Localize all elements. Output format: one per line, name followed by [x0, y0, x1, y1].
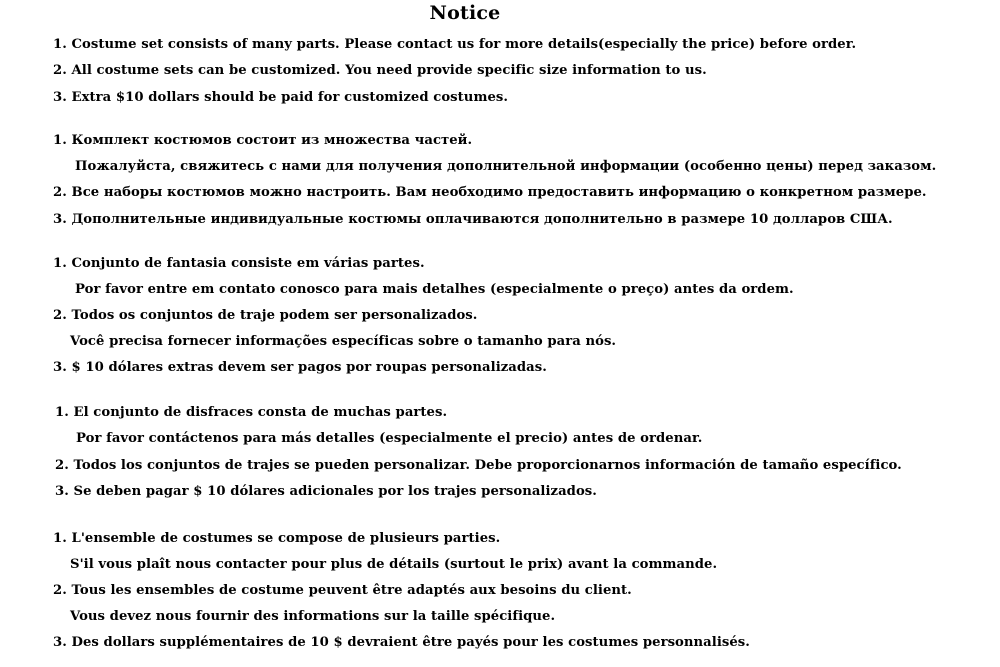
notice-line-ru-1-cont: Пожалуйста, свяжитесь с нами для получения дополнительной информации (особенно цены) перед заказом. — [75, 159, 937, 174]
notice-line-ru-3: 3. Дополнительные индивидуальные костюмы оплачиваются дополнительно в размере 10 долларов США. — [53, 212, 893, 227]
notice-line-es-1-cont: Por favor contáctenos para más detalles (especialmente el precio) antes de ordenar. — [76, 431, 703, 446]
notice-line-fr-1-cont: S'il vous plaît nous contacter pour plus de détails (surtout le prix) avant la commande. — [70, 557, 718, 572]
notice-line-fr-3: 3. Des dollars supplémentaires de 10 $ devraient être payés pour les costumes personnalisés. — [53, 635, 750, 650]
notice-line-pt-2: 2. Todos os conjuntos de traje podem ser personalizados. — [53, 308, 478, 323]
notice-line-ru-1: 1. Комплект костюмов состоит из множества частей. — [53, 133, 473, 148]
notice-title: Notice — [429, 2, 501, 24]
notice-line-es-2: 2. Todos los conjuntos de trajes se pueden personalizar. Debe proporcionarnos información de tamaño específico. — [55, 458, 902, 473]
notice-line-en-1: 1. Costume set consists of many parts. Please contact us for more details(especially the price) before order. — [53, 37, 857, 52]
notice-line-en-3: 3. Extra $10 dollars should be paid for customized costumes. — [53, 90, 508, 105]
notice-line-pt-2-cont: Você precisa fornecer informações específicas sobre o tamanho para nós. — [70, 334, 617, 349]
notice-line-ru-2: 2. Все наборы костюмов можно настроить. Вам необходимо предоставить информацию о конкретном размере. — [53, 185, 927, 200]
notice-line-pt-1: 1. Conjunto de fantasia consiste em várias partes. — [53, 256, 425, 271]
notice-line-pt-3: 3. $ 10 dólares extras devem ser pagos por roupas personalizadas. — [53, 360, 547, 375]
notice-line-fr-2: 2. Tous les ensembles de costume peuvent être adaptés aux besoins du client. — [53, 583, 632, 598]
notice-line-en-2: 2. All costume sets can be customized. You need provide specific size information to us. — [53, 63, 707, 78]
notice-line-es-3: 3. Se deben pagar $ 10 dólares adicionales por los trajes personalizados. — [55, 484, 597, 499]
notice-line-fr-1: 1. L'ensemble de costumes se compose de plusieurs parties. — [53, 531, 501, 546]
notice-line-pt-1-cont: Por favor entre em contato conosco para mais detalhes (especialmente o preço) antes da ordem. — [75, 282, 794, 297]
notice-line-es-1: 1. El conjunto de disfraces consta de muchas partes. — [55, 405, 448, 420]
notice-line-fr-2-cont: Vous devez nous fournir des informations sur la taille spécifique. — [70, 609, 556, 624]
